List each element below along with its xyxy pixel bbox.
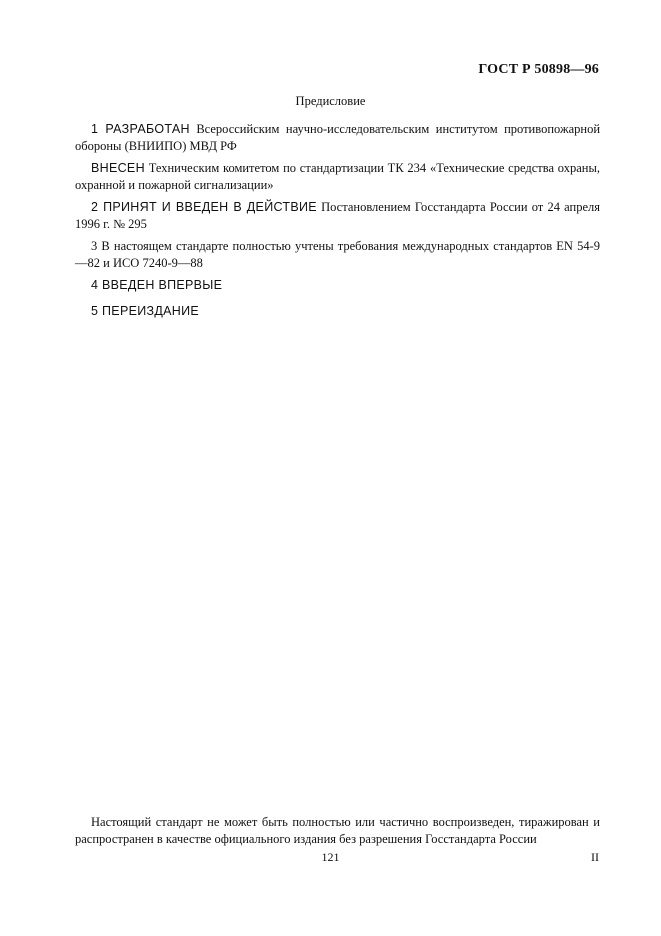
paragraph-lead: 2 ПРИНЯТ И ВВЕДЕН В ДЕЙСТВИЕ [91,200,317,214]
paragraph-lead: ВНЕСЕН [91,161,145,175]
copyright-text: Настоящий стандарт не может быть полностью или частично воспроизведен, тиражирован и распространен в качестве официального издания без разрешения Госстандарта России [75,815,600,846]
paragraph-reissue [75,303,600,320]
paragraph-text: Всероссийским научно-исследовательским институтом противопожарной обороны (ВНИИПО) МВД РФ [75,122,601,153]
paragraph-text: 3 В настоящем стандарте полностью учтены требования международных стандартов EN 54-9—82 и ИСО 7240-9—88 [75,239,600,270]
preface-title: Предисловие [295,94,366,108]
paragraph-international-standards [75,238,600,272]
paragraph-text: Техническим комитетом по стандартизации ТК 234 «Технические средства охраны, охранной и пожарной сигнализации» [75,161,600,192]
roman-page-number: II [591,850,599,864]
page-number: 121 [321,850,340,864]
paragraph-adopted [75,199,600,233]
paragraph-developed [75,121,600,155]
paragraph-lead: 4 ВВЕДЕН ВПЕРВЫЕ [91,278,223,292]
copyright-note [75,814,600,848]
paragraph-text: Постановлением Госстандарта России от 24 апреля 1996 г. № 295 [75,200,600,231]
standard-code: ГОСТ Р 50898—96 [478,62,599,77]
paragraph-first-introduced [75,277,600,294]
paragraph-lead: 1 РАЗРАБОТАН [91,122,190,136]
paragraph-lead: 5 ПЕРЕИЗДАНИЕ [91,304,200,318]
paragraph-introduced [75,160,600,194]
